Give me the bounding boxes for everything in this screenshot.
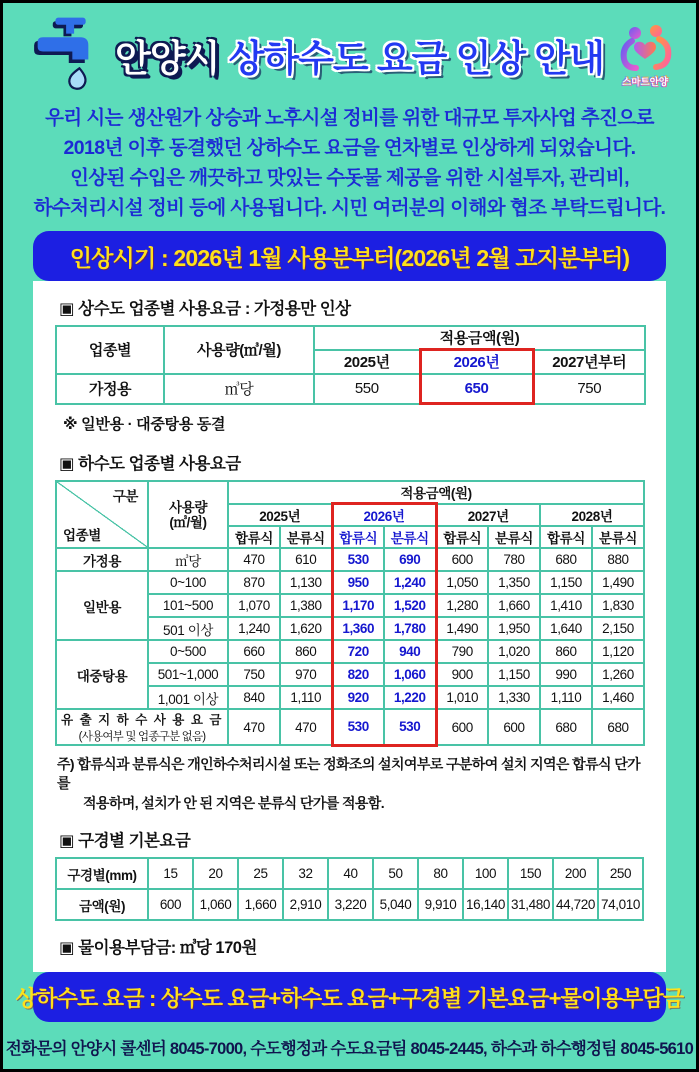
water-col-amount: 적용금액(원) bbox=[314, 326, 645, 350]
sewage-value: 1,070 bbox=[228, 594, 280, 617]
sewage-data-row bbox=[56, 548, 644, 571]
sewage-value: 1,240 bbox=[384, 571, 436, 594]
sewage-note-line2: 적용하며, 설치가 안 된 지역은 분류식 단가를 적용함. bbox=[83, 794, 385, 811]
amount-value: 9,910 bbox=[418, 889, 463, 920]
water-data-row bbox=[56, 374, 645, 404]
water-col-usage: 사용량(㎥/월) bbox=[164, 326, 314, 374]
intro-line: 인상된 수입은 깨끗하고 맛있는 수돗물 제공을 위한 시설투자, 관리비, bbox=[70, 167, 629, 189]
section-heading-water-charge: ▣ 물이용부담금: ㎥당 170원 bbox=[59, 939, 257, 957]
sewage-value: 530 bbox=[332, 548, 384, 571]
smart-anyang-logo-icon bbox=[614, 23, 676, 71]
sewage-value: 940 bbox=[384, 640, 436, 663]
sewage-value: 1,110 bbox=[280, 686, 332, 709]
sewage-col-amount: 적용금액(원) bbox=[228, 481, 644, 504]
water-row-usage: ㎥당 bbox=[164, 374, 314, 404]
sewage-value: 880 bbox=[592, 548, 644, 571]
sewage-usage-line1: 사용량 bbox=[169, 499, 207, 515]
sewage-value: 1,110 bbox=[540, 686, 592, 709]
sewage-value: 1,280 bbox=[436, 594, 488, 617]
sewage-usage: ㎥당 bbox=[148, 548, 228, 571]
sewage-usage: 0~500 bbox=[148, 640, 228, 663]
sewage-category: 일반용 bbox=[56, 571, 148, 640]
sewage-data-row bbox=[56, 571, 644, 594]
outflow-label-line1: 유 출 지 하 수 사 용 요 금 bbox=[61, 713, 223, 727]
sewage-year-header: 2027년 bbox=[436, 504, 540, 527]
sewage-usage: 1,001 이상 bbox=[148, 686, 228, 709]
sewage-subcol-header: 합류식 bbox=[436, 526, 488, 548]
water-drop bbox=[69, 68, 85, 88]
diameter-value: 15 bbox=[148, 858, 193, 889]
sewage-value: 1,150 bbox=[540, 571, 592, 594]
sewage-usage: 0~100 bbox=[148, 571, 228, 594]
sewage-value: 1,240 bbox=[228, 617, 280, 640]
amount-value: 16,140 bbox=[463, 889, 508, 920]
diag-bottom-label: 업종별 bbox=[63, 528, 101, 543]
sewage-usage: 501 이상 bbox=[148, 617, 228, 640]
sewage-fee-table bbox=[55, 480, 645, 747]
outflow-row bbox=[56, 709, 644, 745]
sewage-category: 대중탕용 bbox=[56, 640, 148, 709]
diameter-fee-table bbox=[55, 857, 644, 921]
sewage-value: 1,170 bbox=[332, 594, 384, 617]
outflow-label-line2: (사용여부 및 업종구분 없음) bbox=[78, 731, 206, 743]
sewage-value: 860 bbox=[280, 640, 332, 663]
diameter-value: 20 bbox=[193, 858, 238, 889]
sewage-value: 790 bbox=[436, 640, 488, 663]
sewage-value: 2,150 bbox=[592, 617, 644, 640]
sewage-value: 840 bbox=[228, 686, 280, 709]
sewage-usage-line2: (㎥/월) bbox=[169, 514, 207, 530]
sewage-category: 가정용 bbox=[56, 548, 148, 571]
diameter-value: 100 bbox=[463, 858, 508, 889]
sewage-value: 1,620 bbox=[280, 617, 332, 640]
sewage-value: 600 bbox=[436, 548, 488, 571]
intro-line: 하수처리시설 정비 등에 사용됩니다. 시민 여러분의 이해와 협조 부탁드립니다. bbox=[33, 197, 666, 219]
sewage-subcol-header: 분류식 bbox=[384, 526, 436, 548]
sewage-note bbox=[57, 755, 644, 814]
smart-anyang-logo-label: 스마트안양 bbox=[622, 76, 668, 88]
page-title bbox=[113, 28, 606, 82]
header bbox=[3, 3, 696, 97]
intro-text bbox=[17, 103, 682, 223]
sewage-value: 950 bbox=[332, 571, 384, 594]
amount-value: 5,040 bbox=[373, 889, 418, 920]
sewage-value: 1,350 bbox=[488, 571, 540, 594]
total-fee-formula-text: 상하수도 요금 : 상수도 요금+하수도 요금+구경별 기본요금+물이용부담금 bbox=[15, 985, 684, 1011]
title-city: 안양시 bbox=[115, 38, 220, 79]
sewage-col-usage bbox=[148, 481, 228, 548]
sewage-year-header: 2025년 bbox=[228, 504, 332, 527]
sewage-value: 1,050 bbox=[436, 571, 488, 594]
sewage-value: 1,410 bbox=[540, 594, 592, 617]
sewage-value: 1,830 bbox=[592, 594, 644, 617]
diameter-value: 250 bbox=[598, 858, 643, 889]
sewage-value: 1,260 bbox=[592, 663, 644, 686]
diameter-col-label: 구경별(mm) bbox=[56, 858, 148, 889]
water-year-header: 2025년 bbox=[314, 350, 420, 374]
water-row-value: 750 bbox=[533, 374, 645, 404]
sewage-table-body bbox=[56, 548, 644, 745]
sewage-value: 1,360 bbox=[332, 617, 384, 640]
amount-row bbox=[56, 889, 643, 920]
diameter-value: 200 bbox=[553, 858, 598, 889]
outflow-value: 680 bbox=[592, 709, 644, 745]
sewage-value: 1,660 bbox=[488, 594, 540, 617]
diameter-row bbox=[56, 858, 643, 889]
diameter-value: 25 bbox=[238, 858, 283, 889]
diameter-value: 50 bbox=[373, 858, 418, 889]
sewage-value: 660 bbox=[228, 640, 280, 663]
sewage-value: 750 bbox=[228, 663, 280, 686]
water-fee-table bbox=[55, 325, 646, 405]
diameter-value: 80 bbox=[418, 858, 463, 889]
sewage-subcol-header: 합류식 bbox=[228, 526, 280, 548]
amount-value: 600 bbox=[148, 889, 193, 920]
sewage-value: 610 bbox=[280, 548, 332, 571]
outflow-value: 600 bbox=[488, 709, 540, 745]
outflow-value: 600 bbox=[436, 709, 488, 745]
sewage-value: 1,950 bbox=[488, 617, 540, 640]
outflow-value: 470 bbox=[228, 709, 280, 745]
amount-value: 44,720 bbox=[553, 889, 598, 920]
sewage-value: 1,120 bbox=[592, 640, 644, 663]
increase-timing-banner bbox=[33, 231, 666, 281]
sewage-value: 1,460 bbox=[592, 686, 644, 709]
sewage-year-header: 2028년 bbox=[540, 504, 644, 527]
intro-line: 2018년 이후 동결했던 상하수도 요금을 연차별로 인상하게 되었습니다. bbox=[63, 137, 636, 159]
amount-value: 31,480 bbox=[508, 889, 553, 920]
sewage-value: 1,220 bbox=[384, 686, 436, 709]
outflow-value: 470 bbox=[280, 709, 332, 745]
sewage-value: 1,130 bbox=[280, 571, 332, 594]
sewage-subcol-header: 분류식 bbox=[280, 526, 332, 548]
sewage-subcol-header: 분류식 bbox=[592, 526, 644, 548]
section-heading-diameter: ▣ 구경별 기본요금 bbox=[59, 832, 191, 850]
sewage-value: 1,060 bbox=[384, 663, 436, 686]
outflow-value: 530 bbox=[384, 709, 436, 745]
diameter-value: 32 bbox=[283, 858, 328, 889]
sewage-subcol-header: 합류식 bbox=[540, 526, 592, 548]
intro-line: 우리 시는 생산원가 상승과 노후시설 정비를 위한 대규모 투자사업 추진으로 bbox=[45, 107, 654, 129]
sewage-value: 470 bbox=[228, 548, 280, 571]
water-row-category: 가정용 bbox=[56, 374, 164, 404]
diameter-value: 150 bbox=[508, 858, 553, 889]
sewage-value: 1,330 bbox=[488, 686, 540, 709]
sewage-value: 1,490 bbox=[436, 617, 488, 640]
sewage-value: 1,150 bbox=[488, 663, 540, 686]
amount-value: 3,220 bbox=[328, 889, 373, 920]
sewage-value: 680 bbox=[540, 548, 592, 571]
amount-value: 1,660 bbox=[238, 889, 283, 920]
sewage-value: 1,380 bbox=[280, 594, 332, 617]
sewage-value: 900 bbox=[436, 663, 488, 686]
sewage-value: 1,020 bbox=[488, 640, 540, 663]
section-heading-water: ▣ 상수도 업종별 사용요금 : 가정용만 인상 bbox=[59, 300, 351, 318]
total-fee-formula-banner bbox=[15, 972, 684, 1022]
outflow-value: 680 bbox=[540, 709, 592, 745]
water-row-value: 550 bbox=[314, 374, 420, 404]
water-year-header: 2026년 bbox=[420, 350, 533, 374]
amount-value: 2,910 bbox=[283, 889, 328, 920]
outflow-value: 530 bbox=[332, 709, 384, 745]
sewage-value: 870 bbox=[228, 571, 280, 594]
smart-anyang-logo bbox=[606, 23, 684, 88]
sewage-usage: 501~1,000 bbox=[148, 663, 228, 686]
sewage-value: 720 bbox=[332, 640, 384, 663]
sewage-usage: 101~500 bbox=[148, 594, 228, 617]
sewage-value: 690 bbox=[384, 548, 436, 571]
content-panel bbox=[33, 281, 666, 972]
sewage-value: 990 bbox=[540, 663, 592, 686]
sewage-subcol-header: 분류식 bbox=[488, 526, 540, 548]
sewage-subcol-header: 합류식 bbox=[332, 526, 384, 548]
water-note: ※ 일반용 · 대중탕용 동결 bbox=[63, 416, 226, 433]
diameter-value: 40 bbox=[328, 858, 373, 889]
water-col-category: 업종별 bbox=[56, 326, 164, 374]
sewage-value: 920 bbox=[332, 686, 384, 709]
sewage-data-row bbox=[56, 640, 644, 663]
amount-value: 1,060 bbox=[193, 889, 238, 920]
sewage-value: 860 bbox=[540, 640, 592, 663]
sewage-value: 1,780 bbox=[384, 617, 436, 640]
sewage-note-line1: 주) 합류식과 분류식은 개인하수처리시설 또는 정화조의 설치여부로 구분하여 설치 지역은 합류식 단가를 bbox=[57, 755, 641, 791]
outflow-label bbox=[56, 709, 228, 745]
sewage-value: 970 bbox=[280, 663, 332, 686]
contact-footer: 전화문의 안양시 콜센터 8045-7000, 수도행정과 수도요금팀 8045-2445, 하수과 하수행정팀 8045-5610 bbox=[5, 1040, 694, 1058]
sewage-value: 1,520 bbox=[384, 594, 436, 617]
sewage-value: 820 bbox=[332, 663, 384, 686]
increase-timing-text: 인상시기 : 2026년 1월 사용분부터(2026년 2월 고지분부터) bbox=[69, 244, 630, 271]
amount-col-label: 금액(원) bbox=[56, 889, 148, 920]
sewage-value: 780 bbox=[488, 548, 540, 571]
faucet-icon bbox=[21, 15, 113, 95]
sewage-year-header: 2026년 bbox=[332, 504, 436, 527]
amount-value: 74,010 bbox=[598, 889, 643, 920]
section-heading-sewage: ▣ 하수도 업종별 사용요금 bbox=[59, 455, 241, 473]
title-main: 상하수도 요금 인상 안내 bbox=[228, 38, 604, 79]
diag-top-label: 구분 bbox=[112, 489, 138, 504]
water-year-header: 2027년부터 bbox=[533, 350, 645, 374]
sewage-value: 1,490 bbox=[592, 571, 644, 594]
sewage-value: 1,640 bbox=[540, 617, 592, 640]
sewage-value: 1,010 bbox=[436, 686, 488, 709]
water-row-value: 650 bbox=[420, 374, 533, 404]
sewage-diagonal-header bbox=[56, 481, 148, 548]
